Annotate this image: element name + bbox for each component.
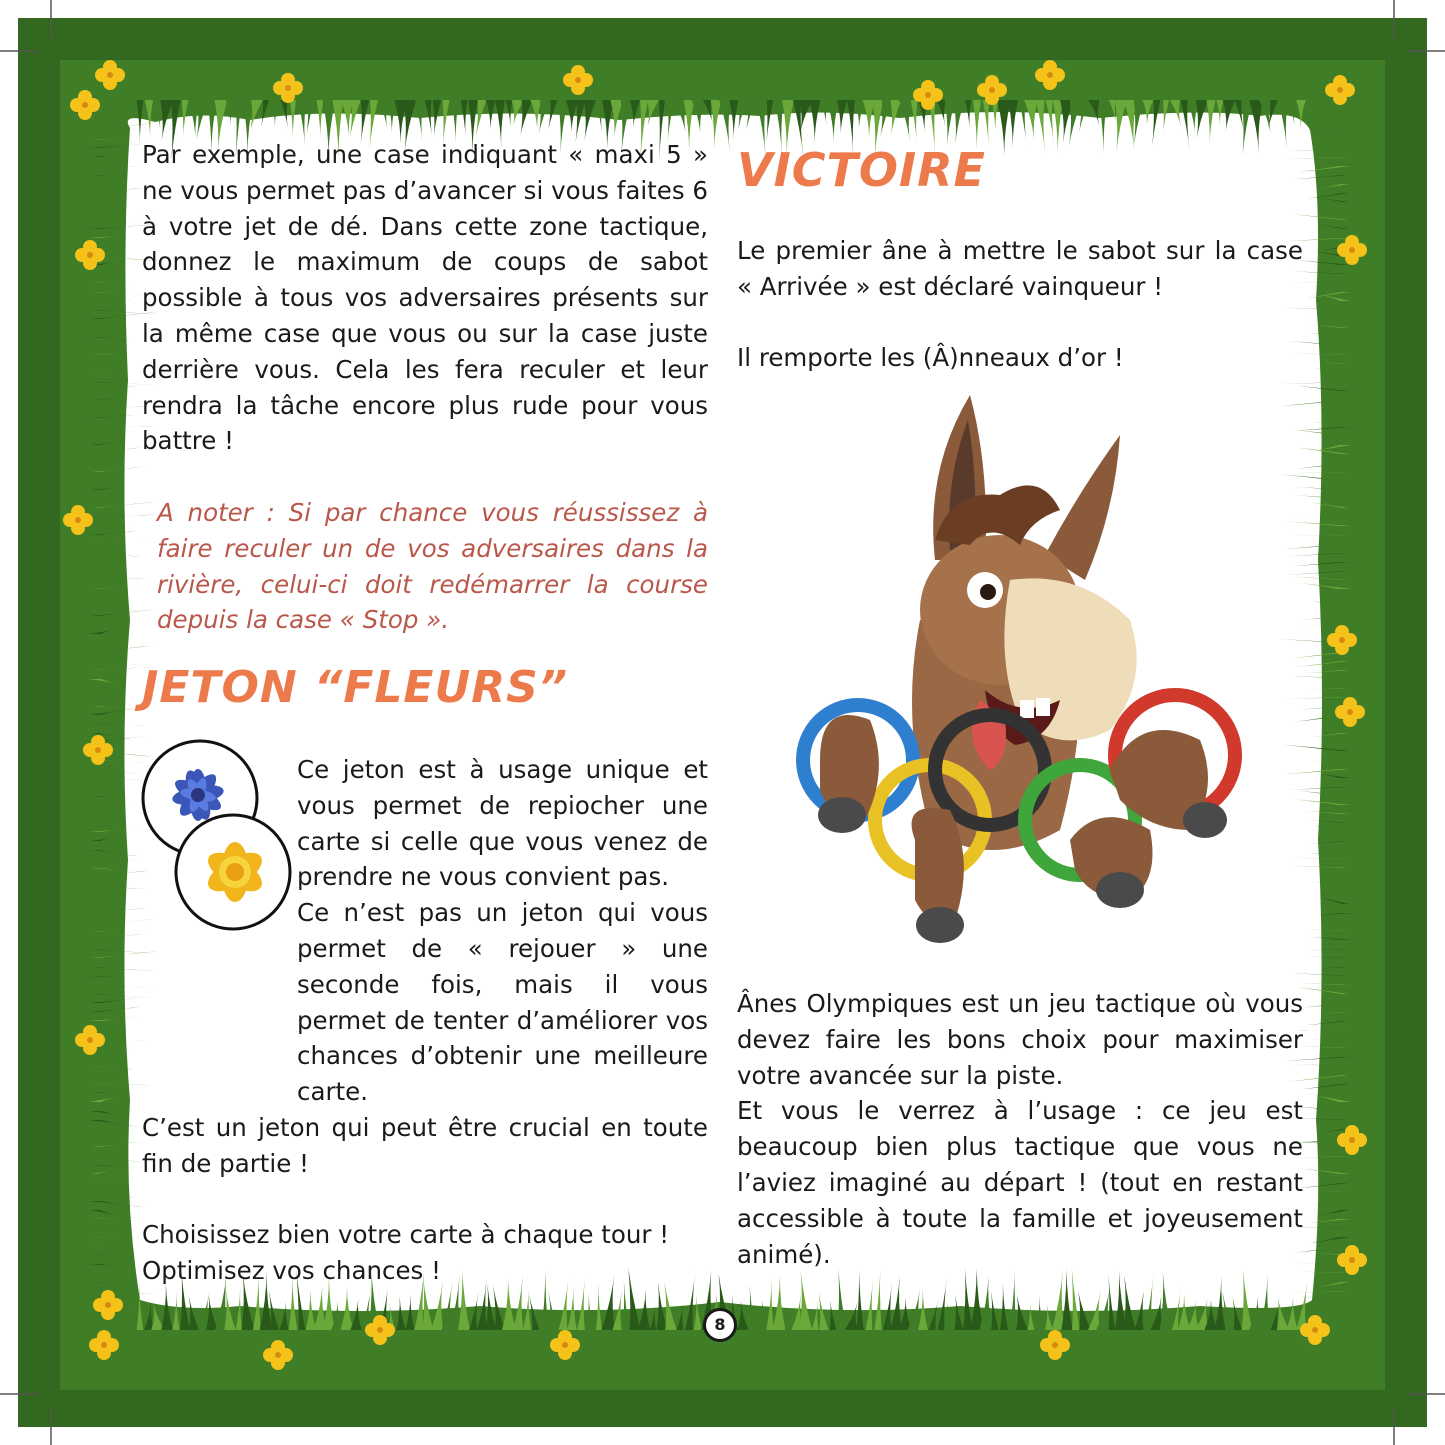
closing-line-2: Optimisez vos chances ! xyxy=(142,1256,441,1286)
right-column-bottom xyxy=(737,986,1303,1272)
token-heading: JETON “FLEURS” xyxy=(142,662,569,713)
right-column-top xyxy=(737,233,1303,376)
token-paragraph-1: Ce jeton est à usage unique et vous permet de repiocher une carte si celle que vous venez de prendre ne vous convient pas. xyxy=(297,755,708,892)
token-paragraph-3: C’est un jeton qui peut être crucial en toute fin de partie ! xyxy=(142,1112,708,1178)
summary-paragraph-2: Et vous le verrez à l’usage : ce jeu est beaucoup bien plus tactique que vous ne l’aviez imaginé au départ ! (tout en restant accessible à toute la famille et joyeusement animé). xyxy=(737,1096,1303,1269)
victory-paragraph-1: Le premier âne à mettre le sabot sur la case « Arrivée » est déclaré vainqueur ! xyxy=(737,236,1303,301)
token-paragraph-2: Ce n’est pas un jeton qui vous permet de « rejouer » une seconde fois, mais il vous permet de tenter d’améliorer vos chances d’obtenir une meilleure carte. xyxy=(297,898,708,1107)
closing-line-1: Choisissez bien votre carte à chaque tour ! xyxy=(142,1220,670,1250)
token-paragraph-2-start xyxy=(142,895,708,1110)
token-text-block xyxy=(142,752,708,1289)
donkey-with-olympic-rings-illustration xyxy=(803,395,1235,943)
victory-heading: VICTOIRE xyxy=(737,143,986,197)
summary-paragraph-1: Ânes Olympiques est un jeu tactique où vous devez faire les bons choix pour maximiser votre avancée sur la piste. xyxy=(737,989,1303,1090)
page-number: 8 xyxy=(703,1308,737,1342)
victory-paragraph-2: Il remporte les (Â)nneaux d’or ! xyxy=(737,343,1124,373)
intro-paragraph: Par exemple, une case indiquant « maxi 5 » ne vous permet pas d’avancer si vous faites 6 à votre jet de dé. Dans cette zone tactique, donnez le maximum de coups de sabot possible à tous vos adversaires présents sur la même case que vous ou sur la case juste derrière vous. Cela les fera reculer et leur rendra la tâche encore plus rude pour vous battre ! xyxy=(142,140,708,456)
note-paragraph: A noter : Si par chance vous réussissez à faire reculer un de vos adversaires dans la rivière, celui-ci doit redémarrer la course depuis la case « Stop ». xyxy=(157,497,708,635)
